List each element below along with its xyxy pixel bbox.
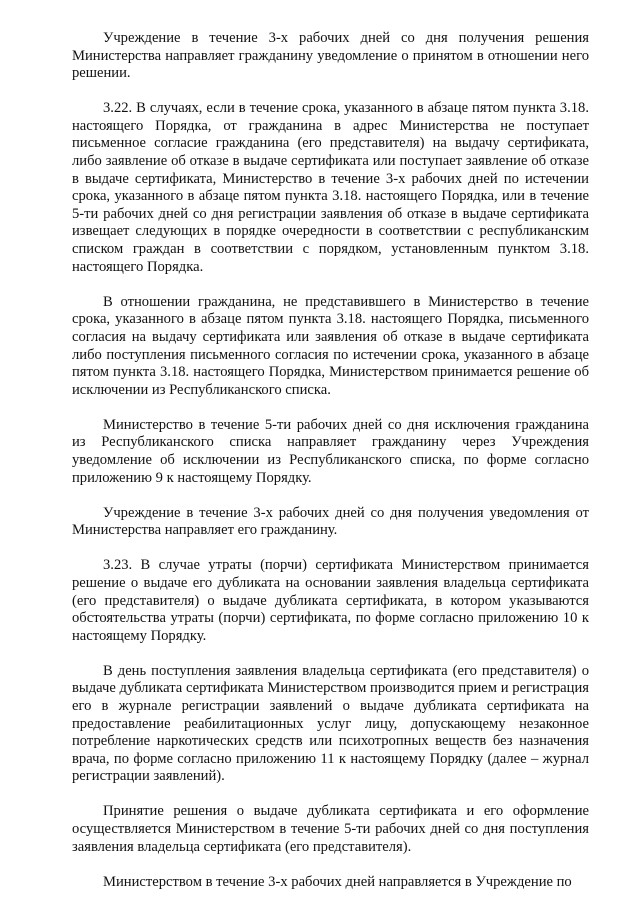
paragraph-duplicate-registration: В день поступления заявления владельца сертификата (его представителя) о выдаче дубликата сертификата Министерством производится прием и регистрация его в журнале регистрации заявлений о выдаче дубликата сертификата на предоставление реабилитационных услуг лицу, допускающему незаконное потребление наркотических средств или психотропных веществ без назначения врача, по форме согласно приложению 11 к настоящему Порядку (далее – журнал регистрации заявлений). [72, 662, 589, 785]
paragraph-exclusion-notice: Министерство в течение 5-ти рабочих дней со дня исключения гражданина из Республиканского списка направляет гражданину через Учреждения уведомление об исключении из Республиканского списка, по форме согласно приложению 9 к настоящему Порядку. [72, 416, 589, 486]
paragraph-continued: Министерством в течение 3-х рабочих дней направляется в Учреждение по [103, 873, 572, 890]
paragraph-notice-decision: Учреждение в течение 3-х рабочих дней со дня получения решения Министерства направляет гражданину уведомление о принятом в отношении него решении. [72, 30, 589, 82]
paragraph-duplicate-decision: Принятие решения о выдаче дубликата сертификата и его оформление осуществляется Министерством в течение 5-ти рабочих дней со дня поступления заявления владельца сертификата (его представителя). [72, 803, 589, 855]
paragraph-3-22: 3.22. В случаях, если в течение срока, указанного в абзаце пятом пункта 3.18. настоящего Порядка, от гражданина в адрес Министерства не поступает письменное согласие гражданина (его представителя) на выдачу сертификата, либо заявление об отказе в выдаче сертификата или поступает заявление об отказе в выдаче сертификата, Министерство в течение 3-х рабочих дней по истечении срока, указанного в абзаце пятом пункта 3.18. настоящего Порядка, или в течение 5-ти рабочих дней со дня регистрации заявления об отказе в выдаче сертификата извещает следующих в порядке очередности в соответствии с республиканским списком граждан в соответствии с порядком, установленным пунктом 3.18. настоящего Порядка. [72, 100, 589, 275]
paragraph-3-23: 3.23. В случае утраты (порчи) сертификата Министерством принимается решение о выдаче его дубликата на основании заявления владельца сертификата (его представителя) о выдаче дубликата сертификата, в котором указываются обстоятельства утраты (порчи) сертификата, по форме согласно приложению 10 к настоящему Порядку. [72, 557, 589, 644]
document-page [72, 30, 589, 909]
paragraph-exclusion-decision: В отношении гражданина, не представившего в Министерство в течение срока, указанного в абзаце пятом пункта 3.18. настоящего Порядка, письменного согласия на выдачу сертификата или заявления об отказе в выдаче сертификата либо поступления письменного согласия по истечении срока, указанного в абзаце пятом пункта 3.18. настоящего Порядка, Министерством принимается решение об исключении из Республиканского списка. [72, 293, 589, 398]
paragraph-institution-forwarding: Учреждение в течение 3-х рабочих дней со дня получения уведомления от Министерства направляет его гражданину. [72, 504, 589, 539]
